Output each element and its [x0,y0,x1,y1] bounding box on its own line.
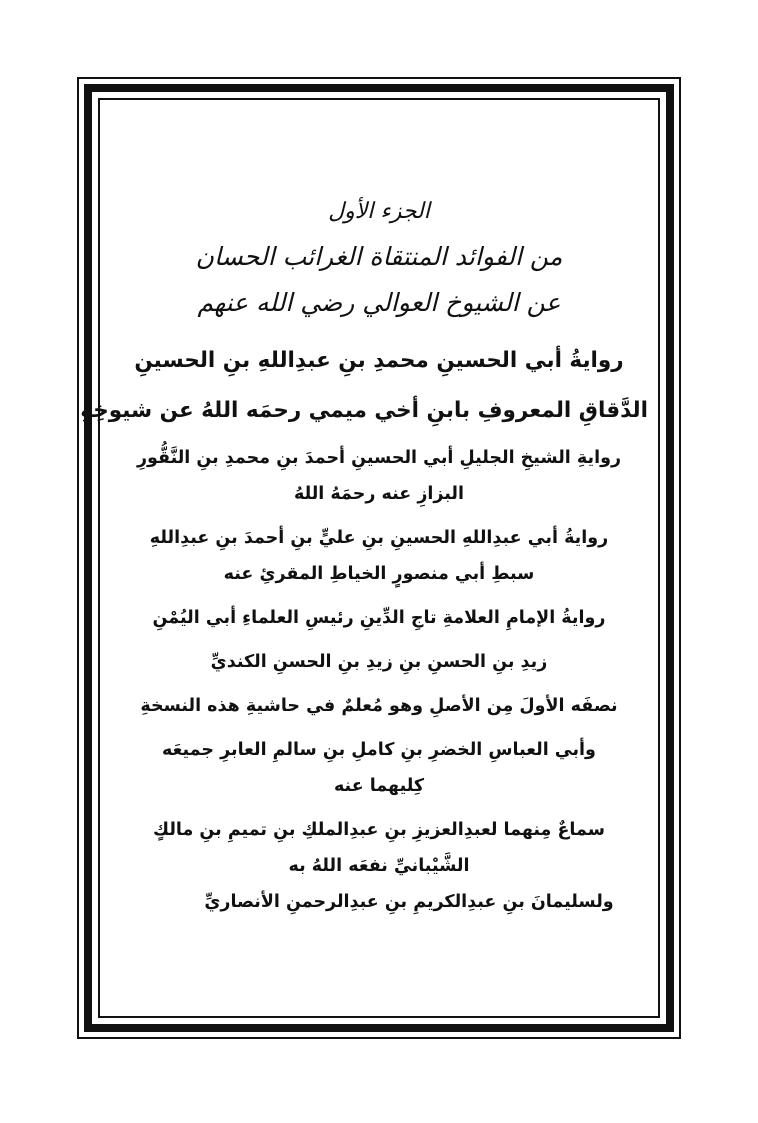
volume-title: الجزء الأول [328,199,430,224]
chain-line: سماعٌ مِنهما لعبدِالعزيزِ بنِ عبدِالملكِ بنِ تميمِ بنِ مالكٍ [153,820,605,840]
chain-line: البزازِ عنه رحمَهُ اللهُ [293,484,465,504]
chain-line: كِليهما عنه [333,776,425,796]
title-page-content [80,190,648,920]
chain-line: ولسليمانَ بنِ عبدِالكريمِ بنِ عبدِالرحمنِ الأنصاريِّ [204,892,614,912]
chain-line: سبطِ أبي منصورٍ الخياطِ المقرئِ عنه [223,564,535,584]
chain-line: روايةُ أبي الحسينِ محمدِ بنِ عبدِاللهِ بنِ الحسينِ [134,348,624,373]
book-title: من الفوائد المنتقاة الغرائب الحسان [195,242,563,271]
book-subtitle: عن الشيوخ العوالي رضي الله عنهم [197,288,561,317]
chain-line: زيدِ بنِ الحسنِ بنِ زيدِ بنِ الحسنِ الكنديِّ [210,652,548,672]
chain-line: الشَّيْبانيِّ نفعَه اللهُ به [288,856,470,876]
chain-line: روايةِ الشيخِ الجليلِ أبي الحسينِ أحمدَ بنِ محمدِ بنِ النَّقُّورِ [136,448,622,468]
chain-line: وأبي العباسِ الخضرِ بنِ كاملِ بنِ سالمِ العابرِ جميعَه [162,740,596,760]
chain-line: روايةُ الإمامِ العلامةِ تاجِ الدِّينِ رئيسِ العلماءِ أبي اليُمْنِ [152,608,606,628]
chain-line: نصفَه الأولَ مِن الأصلِ وهو مُعلمٌ في حاشيةِ هذه النسخةِ [140,696,618,716]
chain-line: الدَّقاقِ المعروفِ بابنِ أخي ميمي رحمَه اللهُ عن شيوخِهِ [80,398,648,423]
chain-line: روايةُ أبي عبدِاللهِ الحسينِ بنِ عليٍّ بنِ أحمدَ بنِ عبدِاللهِ [149,528,609,548]
